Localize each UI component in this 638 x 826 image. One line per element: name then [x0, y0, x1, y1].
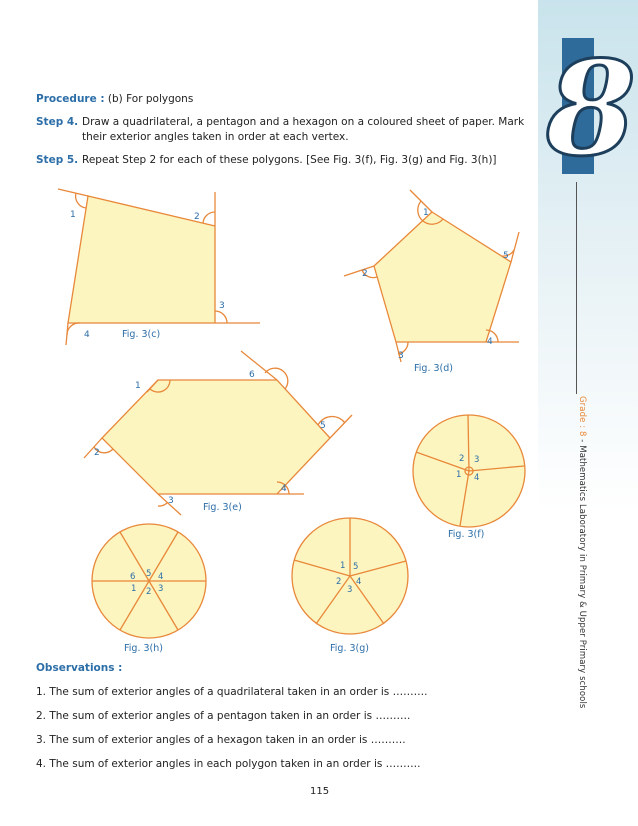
- book-title: - Mathematics Laboratory in Primary & Upper Primary schools: [577, 436, 587, 709]
- figure-circle-g: [292, 518, 408, 634]
- circle-h-label-3: 3: [158, 584, 164, 594]
- circle-h-label-6: 6: [130, 572, 136, 582]
- procedure-label: Procedure :: [36, 93, 105, 105]
- figure-quadrilateral: [58, 189, 260, 345]
- pent-label-3: 3: [398, 351, 404, 361]
- quad-label-4: 4: [84, 330, 90, 340]
- chapter-number: 8: [546, 36, 636, 176]
- circle-g-caption: Fig. 3(g): [330, 643, 369, 654]
- circle-h-label-4: 4: [158, 572, 164, 582]
- hex-arc-5: [158, 503, 167, 506]
- observation-item-2: 2. The sum of exterior angles of a pentagon taken in an order is ……….: [36, 710, 411, 722]
- quad-extension-1: [58, 189, 88, 196]
- hexagon-shape: [102, 380, 330, 494]
- pent-label-1: 1: [423, 208, 429, 218]
- hex-extension-2: [241, 351, 277, 380]
- hex-label-5: 5: [320, 421, 326, 431]
- circle-g-label-4: 4: [356, 577, 362, 587]
- quad-caption: Fig. 3(c): [122, 329, 161, 340]
- observations-heading: Observations :: [36, 662, 123, 674]
- pent-extension-2: [511, 232, 519, 262]
- figure-circle-h: [92, 524, 206, 638]
- circle-g-label-5: 5: [353, 562, 359, 572]
- circle-f-label-2: 2: [459, 454, 465, 464]
- quad-label-2: 2: [194, 212, 200, 222]
- circle-f-label-1: 1: [456, 470, 462, 480]
- step-5-text: Repeat Step 2 for each of these polygons. [See Fig. 3(f), Fig. 3(g) and Fig. 3(h)]: [82, 154, 497, 166]
- step-4-label: Step 4.: [36, 116, 79, 128]
- hex-label-6: 6: [249, 370, 255, 380]
- pentagon-shape: [374, 212, 511, 342]
- hex-label-3: 3: [168, 496, 174, 506]
- circle-h-caption: Fig. 3(h): [124, 643, 163, 654]
- hex-label-4: 4: [281, 484, 287, 494]
- quad-arc-4: [67, 323, 80, 335]
- page-number: 115: [310, 786, 330, 797]
- circle-f-label-3: 3: [474, 455, 480, 465]
- observation-item-4: 4. The sum of exterior angles in each polygon taken in an order is ……….: [36, 758, 421, 770]
- quad-arc-3: [215, 311, 227, 323]
- step-4-line2: their exterior angles taken in order at each vertex.: [82, 131, 349, 143]
- step-5-label: Step 5.: [36, 154, 79, 166]
- circle-g-label-3: 3: [347, 585, 353, 595]
- quadrilateral-shape: [68, 196, 215, 323]
- circle-h-label-5: 5: [146, 569, 152, 579]
- circle-g-label-1: 1: [340, 561, 346, 571]
- pent-label-4: 4: [487, 337, 493, 347]
- circle-g-label-2: 2: [336, 577, 342, 587]
- pent-label-5: 5: [503, 251, 509, 261]
- quad-label-3: 3: [219, 301, 225, 311]
- quad-label-1: 1: [70, 210, 76, 220]
- figure-hexagon: [84, 351, 352, 515]
- step-4-text: Draw a quadrilateral, a pentagon and a hexagon on a coloured sheet of paper. Mark: [82, 116, 525, 128]
- observation-item-1: 1. The sum of exterior angles of a quadrilateral taken in an order is ……….: [36, 686, 428, 698]
- pent-extension-5: [344, 266, 374, 276]
- circle-f-caption: Fig. 3(f): [448, 529, 485, 540]
- quad-arc-2: [203, 212, 215, 223]
- circle-f-label-4: 4: [474, 473, 480, 483]
- hex-caption: Fig. 3(e): [203, 502, 242, 513]
- circle-h-label-1: 1: [131, 584, 137, 594]
- grade-label: Grade : 8: [577, 396, 587, 437]
- pent-label-2: 2: [362, 269, 368, 279]
- hex-label-2: 2: [94, 448, 100, 458]
- observation-item-3: 3. The sum of exterior angles of a hexagon taken in an order is ……….: [36, 734, 406, 746]
- hex-label-1: 1: [135, 381, 141, 391]
- circle-h-label-2: 2: [146, 587, 152, 597]
- pent-caption: Fig. 3(d): [414, 363, 453, 374]
- figure-circle-f: [413, 415, 525, 527]
- figure-pentagon: [344, 190, 519, 362]
- procedure-text: (b) For polygons: [107, 93, 194, 105]
